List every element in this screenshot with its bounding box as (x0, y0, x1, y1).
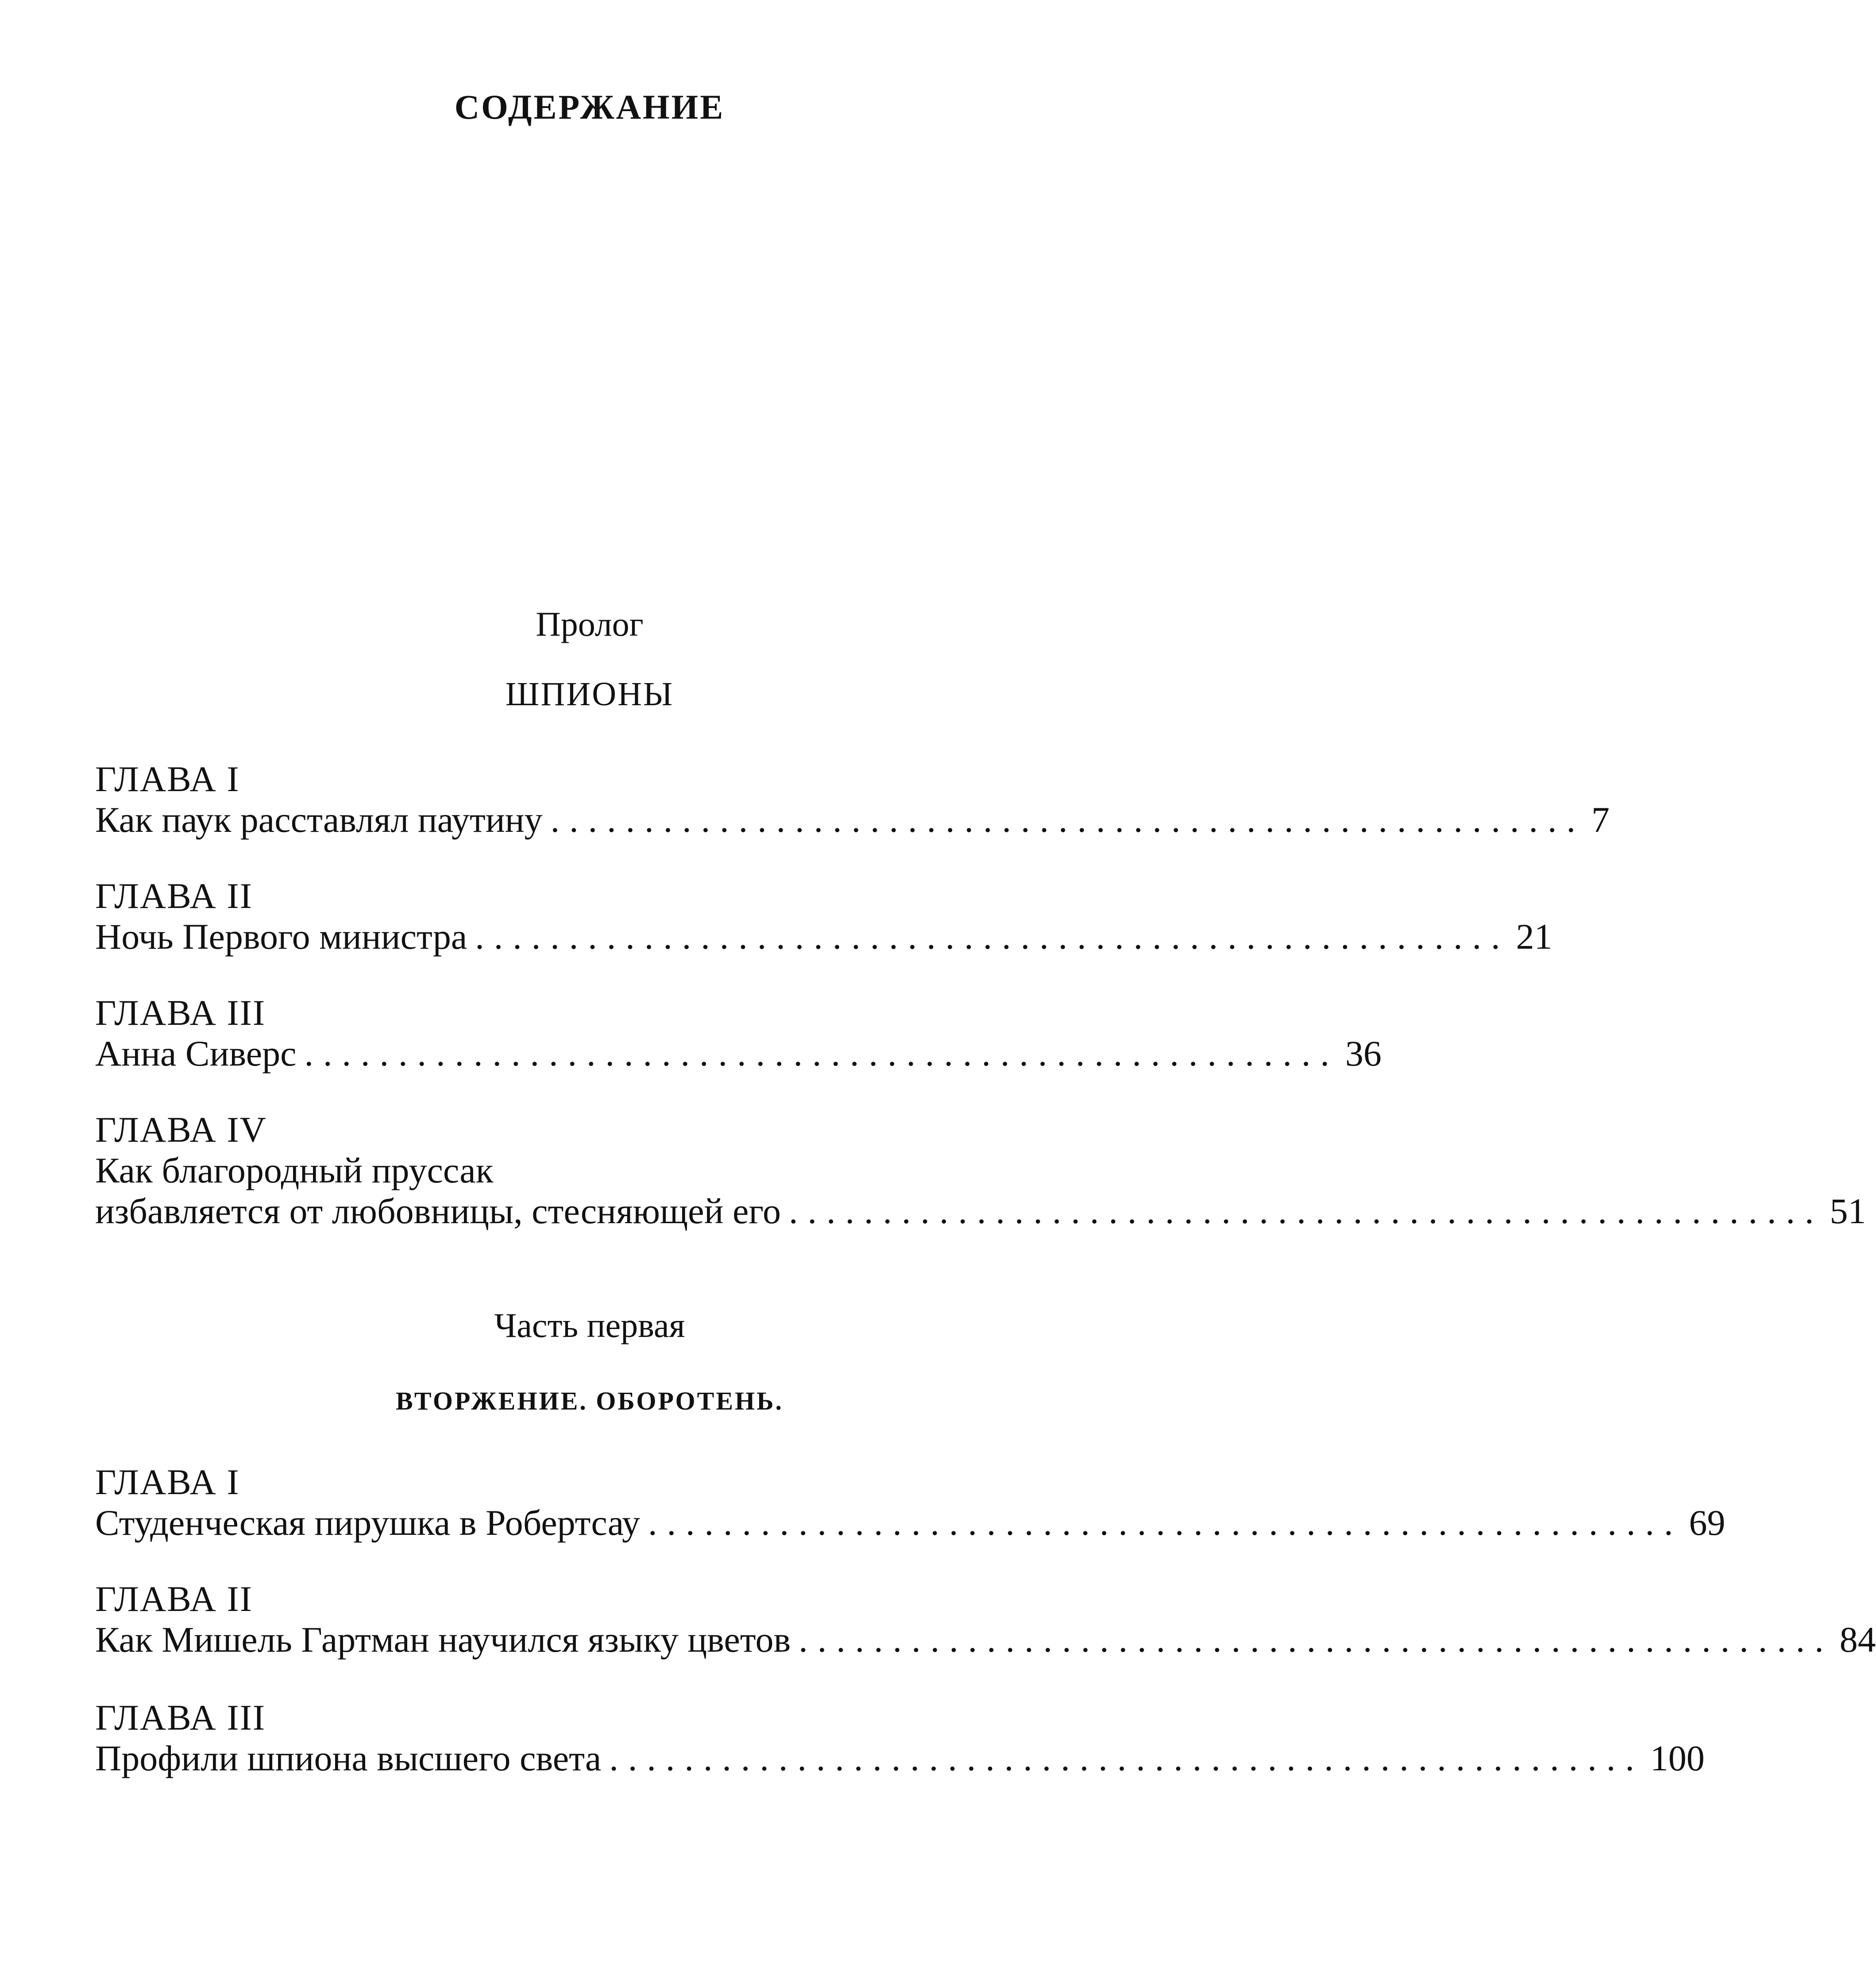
chapter-number: ГЛАВА III (95, 993, 266, 1033)
chapter-number: ГЛАВА IV (95, 1109, 267, 1150)
chapter-number: ГЛАВА I (95, 1462, 240, 1502)
dot-leader: ....................................................... (550, 800, 1586, 840)
page-number: 7 (1591, 800, 1610, 840)
toc-line (95, 1150, 1091, 1191)
dot-leader: ....................................................... (648, 1503, 1683, 1543)
dot-leader: ....................................................... (799, 1619, 1834, 1660)
dot-leader: ....................................................... (609, 1738, 1644, 1778)
toc-entry (95, 876, 1552, 957)
chapter-number: ГЛАВА I (95, 759, 240, 799)
chapter-number: ГЛАВА II (95, 876, 253, 916)
page-number: 21 (1516, 916, 1552, 957)
toc-entry (95, 1462, 1725, 1543)
page-number: 100 (1650, 1738, 1705, 1778)
chapter-title: Как паук расставлял паутину (95, 800, 543, 840)
page-title: СОДЕРЖАНИЕ (454, 88, 725, 126)
toc-entry (95, 1109, 1866, 1232)
chapter-title: Студенческая пирушка в Робертсау (95, 1503, 641, 1543)
prologue-heading: Пролог (536, 605, 644, 643)
chapter-title: Как Мишель Гартман научился языку цветов (95, 1619, 791, 1660)
chapter-number: ГЛАВА II (95, 1579, 253, 1619)
dot-leader: ....................................................... (788, 1191, 1824, 1231)
chapter-number: ГЛАВА III (95, 1697, 266, 1738)
toc-line (95, 916, 1552, 957)
toc-entry (95, 759, 1610, 840)
page-number: 69 (1689, 1503, 1725, 1543)
prologue-subtitle: ШПИОНЫ (505, 676, 674, 713)
chapter-title: Анна Сиверс (95, 1033, 297, 1074)
toc-line (95, 1503, 1725, 1543)
page-number: 84 (1839, 1619, 1876, 1660)
dot-leader: ....................................................... (475, 916, 1510, 957)
page-number: 36 (1345, 1033, 1382, 1074)
toc-line (95, 1033, 1382, 1074)
toc-line (95, 1191, 1866, 1232)
toc-line (95, 800, 1610, 840)
chapter-title: избавляется от любовницы, стесняющей его (95, 1191, 781, 1231)
toc-entry (95, 1697, 1705, 1779)
chapter-title: Профили шпиона высшего света (95, 1738, 602, 1778)
toc-line (95, 1738, 1705, 1779)
part-one-subtitle: ВТОРЖЕНИЕ. ОБОРОТЕНЬ. (395, 1387, 784, 1415)
chapter-title: Как благородный пруссак (95, 1150, 494, 1190)
toc-entry (95, 1579, 1876, 1660)
toc-entry (95, 993, 1382, 1074)
part-one-heading: Часть первая (494, 1306, 685, 1344)
toc-line (95, 1619, 1876, 1660)
dot-leader: ....................................................... (304, 1033, 1339, 1074)
chapter-title: Ночь Первого министра (95, 916, 467, 957)
page-number: 51 (1830, 1191, 1866, 1231)
